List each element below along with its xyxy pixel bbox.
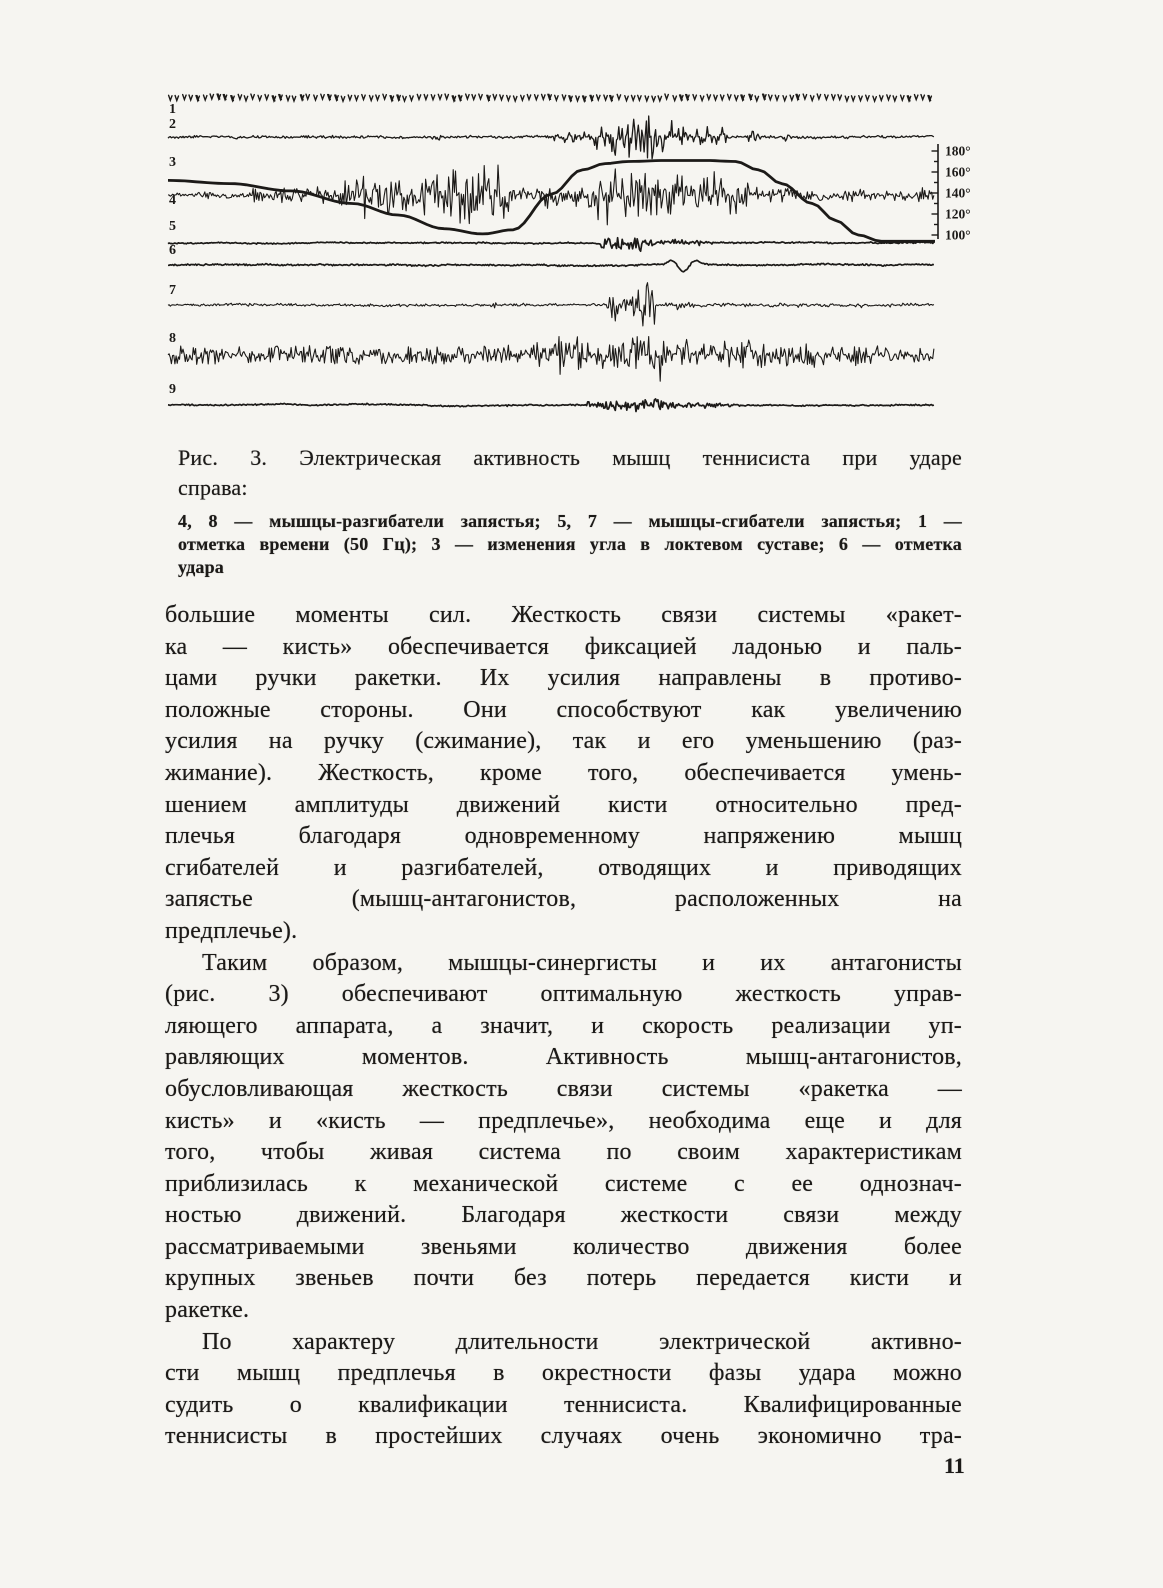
- body-paragraph: [165, 948, 962, 1327]
- trace-number-label: 2: [169, 117, 176, 132]
- trace-number-label: 5: [169, 219, 176, 234]
- text-line: ракетке.: [165, 1297, 250, 1324]
- text-line: По характеру длительности электрической активно-: [202, 1328, 962, 1355]
- text-line: шением амплитуды движений кисти относительно пред-: [165, 791, 962, 818]
- figure-oscillogram: [166, 88, 978, 422]
- text-line: предплечье).: [165, 917, 298, 944]
- trace-line: [168, 165, 934, 225]
- axis-degree-label: 100°: [945, 227, 971, 243]
- oscillogram-traces: [166, 88, 978, 422]
- text-line: усилия на ручку (сжимание), так и его уменьшению (раз-: [165, 728, 962, 755]
- figure-caption: [178, 443, 962, 579]
- time-marks: [169, 94, 932, 101]
- body-paragraph: [165, 600, 962, 948]
- body-paragraph: [165, 1327, 962, 1453]
- text-line: плечья благодаря одновременному напряжению мышц: [165, 823, 962, 850]
- text-line: большие моменты сил. Жесткость связи системы «ракет-: [165, 602, 962, 628]
- axis-degree-label: 180°: [945, 143, 971, 159]
- text-line: справа:: [178, 475, 248, 500]
- text-line: ностью движений. Благодаря жесткости связи между: [165, 1202, 962, 1229]
- text-line: приблизилась к механической системе с ее однознач-: [165, 1170, 962, 1197]
- trace-number-label: 7: [169, 283, 176, 298]
- text-line: отметка времени (50 Гц); 3 — изменения угла в локтевом суставе; 6 — отметка: [178, 534, 962, 554]
- figure-caption-title: [178, 443, 962, 503]
- text-line: того, чтобы живая система по своим характеристикам: [165, 1139, 962, 1166]
- body-text: [165, 600, 962, 1453]
- axis-degree-label: 120°: [945, 206, 971, 222]
- text-line: ляющего аппарата, а значит, и скорость реализации уп-: [165, 1012, 962, 1039]
- text-line: запястье (мышц-антагонистов, расположенных на: [165, 886, 962, 913]
- text-line: рассматриваемыми звеньями количество движения более: [165, 1233, 962, 1260]
- text-line: теннисисты в простейших случаях очень экономично тра-: [165, 1423, 962, 1450]
- text-line: обусловливающая жесткость связи системы «ракетка —: [165, 1075, 962, 1102]
- text-line: сти мышц предплечья в окрестности фазы удара можно: [165, 1360, 962, 1387]
- text-line: (рис. 3) обеспечивают оптимальную жесткость управ-: [165, 981, 962, 1008]
- text-line: положные стороны. Они способствуют как увеличению: [165, 696, 962, 723]
- trace-line: [168, 116, 934, 159]
- trace-number-label: 4: [169, 193, 176, 208]
- text-line: цами ручки ракетки. Их усилия направлены в противо-: [165, 665, 962, 692]
- page-number: 11: [944, 1453, 965, 1478]
- text-line: Таким образом, мышцы-синергисты и их антагонисты: [202, 949, 962, 976]
- text-line: сгибателей и разгибателей, отводящих и приводящих: [165, 854, 962, 881]
- trace-number-label: 8: [169, 331, 176, 346]
- trace-line: [168, 337, 934, 382]
- trace-line: [168, 260, 934, 272]
- trace-line: [168, 238, 934, 252]
- trace-number-label: 9: [169, 382, 176, 397]
- trace-number-label: 3: [169, 155, 176, 170]
- text-line: ка — кисть» обеспечивается фиксацией ладонью и паль-: [165, 633, 962, 660]
- text-line: 4, 8 — мышцы-разгибатели запястья; 5, 7 — мышцы-сгибатели запястья; 1 —: [178, 511, 962, 531]
- axis-degree-label: 140°: [945, 185, 971, 201]
- axis-degree-label: 160°: [945, 164, 971, 180]
- text-line: кисть» и «кисть — предплечье», необходима еще и для: [165, 1107, 962, 1134]
- text-line: Рис. 3. Электрическая активность мышц теннисиста при ударе: [178, 445, 962, 470]
- trace-line: [168, 283, 934, 326]
- text-line: удара: [178, 557, 224, 577]
- text-line: судить о квалификации теннисиста. Квалифицированные: [165, 1391, 962, 1418]
- trace-number-label: 6: [169, 243, 176, 258]
- text-line: жимание). Жесткость, кроме того, обеспечивается умень-: [165, 759, 962, 786]
- text-line: крупных звеньев почти без потерь передается кисти и: [165, 1265, 962, 1292]
- text-line: равляющих моментов. Активность мышц-антагонистов,: [165, 1044, 962, 1071]
- figure-caption-legend: [178, 510, 962, 579]
- trace-number-label: 1: [169, 102, 176, 117]
- trace-line: [168, 399, 934, 412]
